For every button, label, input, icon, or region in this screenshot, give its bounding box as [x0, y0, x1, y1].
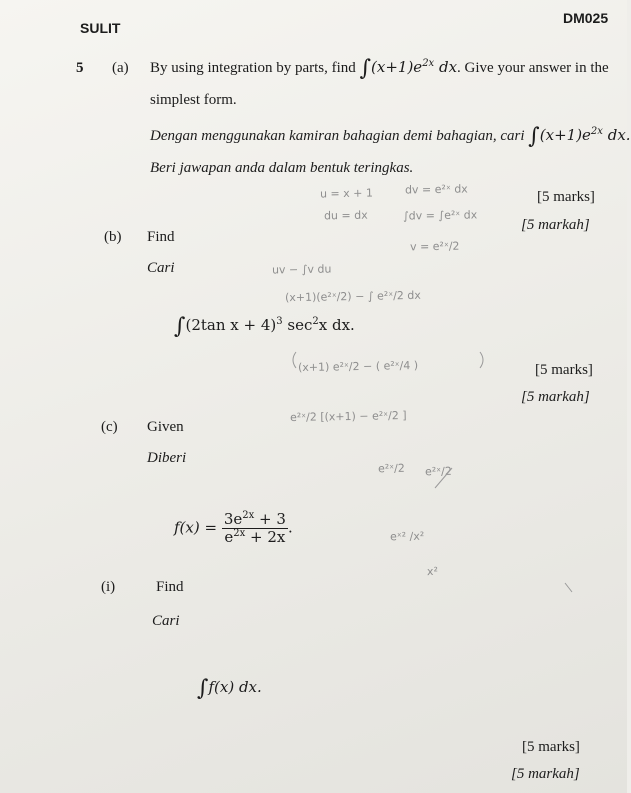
hw-step1: (x+1)(e²ˣ/2) − ∫ e²ˣ/2 dx: [284, 288, 421, 305]
part-a-marks-en: [5 marks]: [537, 189, 595, 205]
hw-strike: [435, 468, 452, 488]
integral-sign-icon: ∫: [197, 676, 209, 701]
part-b-label: (b): [104, 229, 122, 245]
part-a-en-line2: simplest form.: [150, 92, 237, 108]
part-c-my: Diberi: [147, 450, 187, 466]
part-a-marks-my: [5 markah]: [521, 217, 590, 233]
header-code: DM025: [563, 10, 609, 26]
part-a-en-prefix: By using integration by parts, find: [150, 60, 356, 76]
part-c-i-label: (i): [101, 579, 116, 595]
part-c-i-my: Cari: [152, 613, 180, 629]
part-c-i-marks-en: [5 marks]: [522, 739, 580, 755]
part-a-my-exp: 2x: [590, 126, 603, 137]
den-exp: 2x: [233, 528, 246, 539]
part-b-exp3: 3: [276, 316, 283, 327]
part-c-label: (c): [101, 419, 118, 435]
part-c-period: .: [287, 518, 293, 537]
hw-v: v = e²ˣ/2: [409, 239, 460, 254]
den-a: e: [224, 528, 234, 546]
part-c-en: Given: [147, 419, 184, 435]
integral-sign-icon: ∫: [528, 124, 540, 149]
num-exp: 2x: [242, 510, 255, 521]
part-c-i-en: Find: [156, 579, 184, 595]
part-a-exp: 2x: [422, 58, 435, 69]
hw-note1: e²ˣ/2: [377, 461, 405, 476]
part-a-integrand: (x+1)e: [371, 58, 423, 76]
part-b-tail: x dx.: [318, 316, 355, 334]
hw-dv: dv = e²ˣ dx: [404, 182, 468, 197]
part-a-my-prefix: Dengan menggunakan kamiran bahagian demi bahagian, cari: [150, 128, 525, 144]
hw-note2: e²ˣ/2: [424, 464, 452, 479]
num-b: + 3: [254, 510, 286, 528]
hw-note3: eˣ² /x²: [389, 529, 425, 544]
part-b-sec: sec: [287, 316, 313, 334]
num-a: 3e: [223, 510, 243, 528]
part-c-i-integrand: f(x) dx.: [208, 678, 262, 696]
part-a-my-line2: Beri jawapan anda dalam bentuk teringkas.: [150, 160, 414, 176]
hw-du: du = dx: [323, 208, 368, 223]
hw-tick-mark: [565, 583, 572, 592]
integral-sign-icon: ∫: [359, 56, 372, 81]
part-b-en: Find: [147, 229, 175, 245]
part-b-integrand: (2tan x + 4): [185, 316, 277, 334]
part-a-my-integrand: (x+1)e: [539, 126, 591, 144]
hw-formula: uv − ∫v du: [271, 262, 332, 277]
hw-int-dv: ∫dv = ∫e²ˣ dx: [402, 208, 478, 223]
part-a-label: (a): [112, 60, 129, 76]
hw-u: u = x + 1: [319, 186, 374, 201]
integral-sign-icon: ∫: [174, 314, 186, 339]
hw-paren-right: [480, 352, 483, 368]
hw-note4: x²: [426, 564, 439, 579]
part-b-marks-my: [5 markah]: [521, 389, 590, 405]
header-sulit: SULIT: [80, 20, 121, 36]
den-b: + 2x: [245, 528, 286, 546]
part-a-my-dx: dx.: [607, 126, 631, 144]
question-number: 5: [76, 60, 84, 76]
part-b-marks-en: [5 marks]: [535, 362, 593, 378]
hw-step2: (x+1) e²ˣ/2 − ( e²ˣ/4 ): [297, 358, 419, 375]
part-b-exp2: 2: [312, 316, 319, 327]
part-c-lhs: f(x) =: [174, 518, 218, 537]
part-c-i-marks-my: [5 markah]: [511, 766, 580, 782]
part-a-dx: dx: [438, 58, 458, 76]
hw-paren-left: [293, 352, 296, 368]
hw-step3: e²ˣ/2 [(x+1) − e²ˣ/2 ]: [289, 408, 407, 425]
part-b-my: Cari: [147, 260, 175, 276]
part-a-en-suffix: . Give your answer in the: [457, 60, 609, 76]
